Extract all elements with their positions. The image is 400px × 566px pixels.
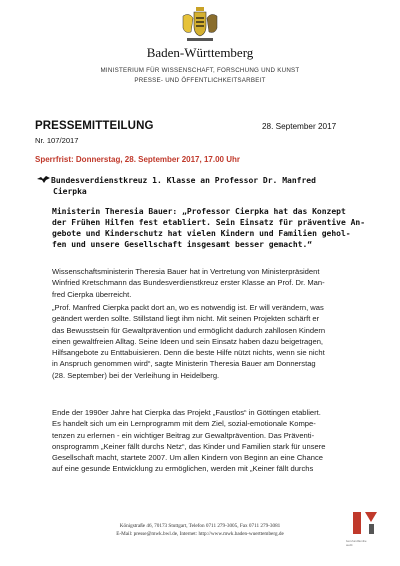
logo-text-1: berufundfamilie xyxy=(346,539,367,543)
family-audit-logo-text xyxy=(346,540,386,547)
body-line: auf eine gesunde Entwicklung zu ermöglichen, werden mit „Keiner fällt durchs xyxy=(52,464,314,474)
logo-text-2: audit xyxy=(346,542,353,547)
body-line: geändert werden sollte. Stillstand liegt ihm nicht. Mit seinen Projekten schärft er xyxy=(52,314,320,324)
body-line: Wissenschaftsministerin Theresia Bauer hat in Vertretung von Ministerpräsident xyxy=(52,267,320,276)
body-line: Hilfsangebote zu Enttabuisieren. Denn die beste Hilfe nützt nichts, wenn sie nicht xyxy=(52,348,325,358)
body-line: onsprogramm „Keiner fällt durchs Netz“, das Kinder und Familien stark für unsere xyxy=(52,441,326,451)
body-line: Gesellschaft macht, startete 2007. Um allen Kindern von Beginn an eine Chance xyxy=(52,453,324,463)
body-line: tenzen zu erlernen - ein wichtiger Beitrag zur Gewaltprävention. Das Präventi- xyxy=(52,430,315,440)
footer-line-1: Königstraße 46, 70173 Stuttgart, Telefon 0711 279-3005, Fax 0711 279-3081 xyxy=(119,523,281,529)
headline xyxy=(37,175,367,197)
footer-address xyxy=(0,522,400,538)
body-line: (28. September) bei der Verleihung in Heidelberg. xyxy=(52,370,220,380)
headline-line-1: Bundesverdienstkreuz 1. Klasse an Professor Dr. Manfred xyxy=(51,176,316,185)
body-line: Es handelt sich um ein Lernprogramm mit dem Ziel, sozial-emotionale Kompe- xyxy=(52,419,316,429)
subheadline-line: Ministerin Theresia Bauer: „Professor Cierpka hat das Konzept xyxy=(52,207,346,216)
press-release-date: 28. September 2017 xyxy=(262,122,337,131)
embargo-notice: Sperrfrist: Donnerstag, 28. September 2017, 17.00 Uhr xyxy=(35,155,240,164)
body-paragraph-1 xyxy=(52,266,377,300)
subheadline xyxy=(52,206,377,250)
body-paragraph-2 xyxy=(52,302,377,381)
state-name: Baden-Württemberg xyxy=(146,45,254,60)
subheadline-line: der Frühen Hilfen fest etabliert. Sein Einsatz für präventive An- xyxy=(52,218,366,227)
subheadline-line: gebote und Kinderschutz hat vielen Kindern und Familien gehol- xyxy=(52,229,351,238)
subheadline-line: fen und unsere Gesellschaft insgesamt besser gemacht.“ xyxy=(52,240,313,249)
body-line: einen gewaltfreien Alltag. Seine Ideen und sein Einsatz haben dazu beigetragen, xyxy=(52,336,324,346)
press-release-number: Nr. 107/2017 xyxy=(35,136,79,145)
ministry-name xyxy=(0,66,400,86)
state-coat-of-arms xyxy=(179,6,221,44)
ministry-line-1: MINISTERIUM FÜR WISSENSCHAFT, FORSCHUNG UND KUNST xyxy=(100,67,300,74)
press-release-title: PRESSEMITTEILUNG xyxy=(35,120,154,132)
ministry-line-2: PRESSE- UND ÖFFENTLICHKEITSARBEIT xyxy=(134,77,266,84)
body-line: „Prof. Manfred Cierpka packt dort an, wo es notwendig ist. Er will verändern, was xyxy=(52,303,324,312)
headline-line-2: Cierpka xyxy=(53,187,87,196)
body-line: das Bewusstsein für Gewaltprävention und ermöglicht dadurch zahllosen Kindern xyxy=(52,325,326,335)
body-line: in Anspruch genommen wird“, sagte Ministerin Theresia Bauer am Donnerstag xyxy=(52,359,316,369)
eagle-icon xyxy=(37,175,51,186)
body-paragraph-3 xyxy=(52,407,377,475)
body-line: fred Cierpka überreicht. xyxy=(52,289,132,299)
footer-line-2: E-Mail: presse@mwk.bwl.de, Internet: http://www.mwk.baden-wuerttemberg.de xyxy=(116,531,284,537)
body-line: Winfried Kretschmann das Bundesverdienstkreuz erster Klasse an Prof. Dr. Man- xyxy=(52,278,325,288)
body-line: Ende der 1990er Jahre hat Cierpka das Projekt „Faustlos“ in Göttingen etabliert. xyxy=(52,408,321,417)
